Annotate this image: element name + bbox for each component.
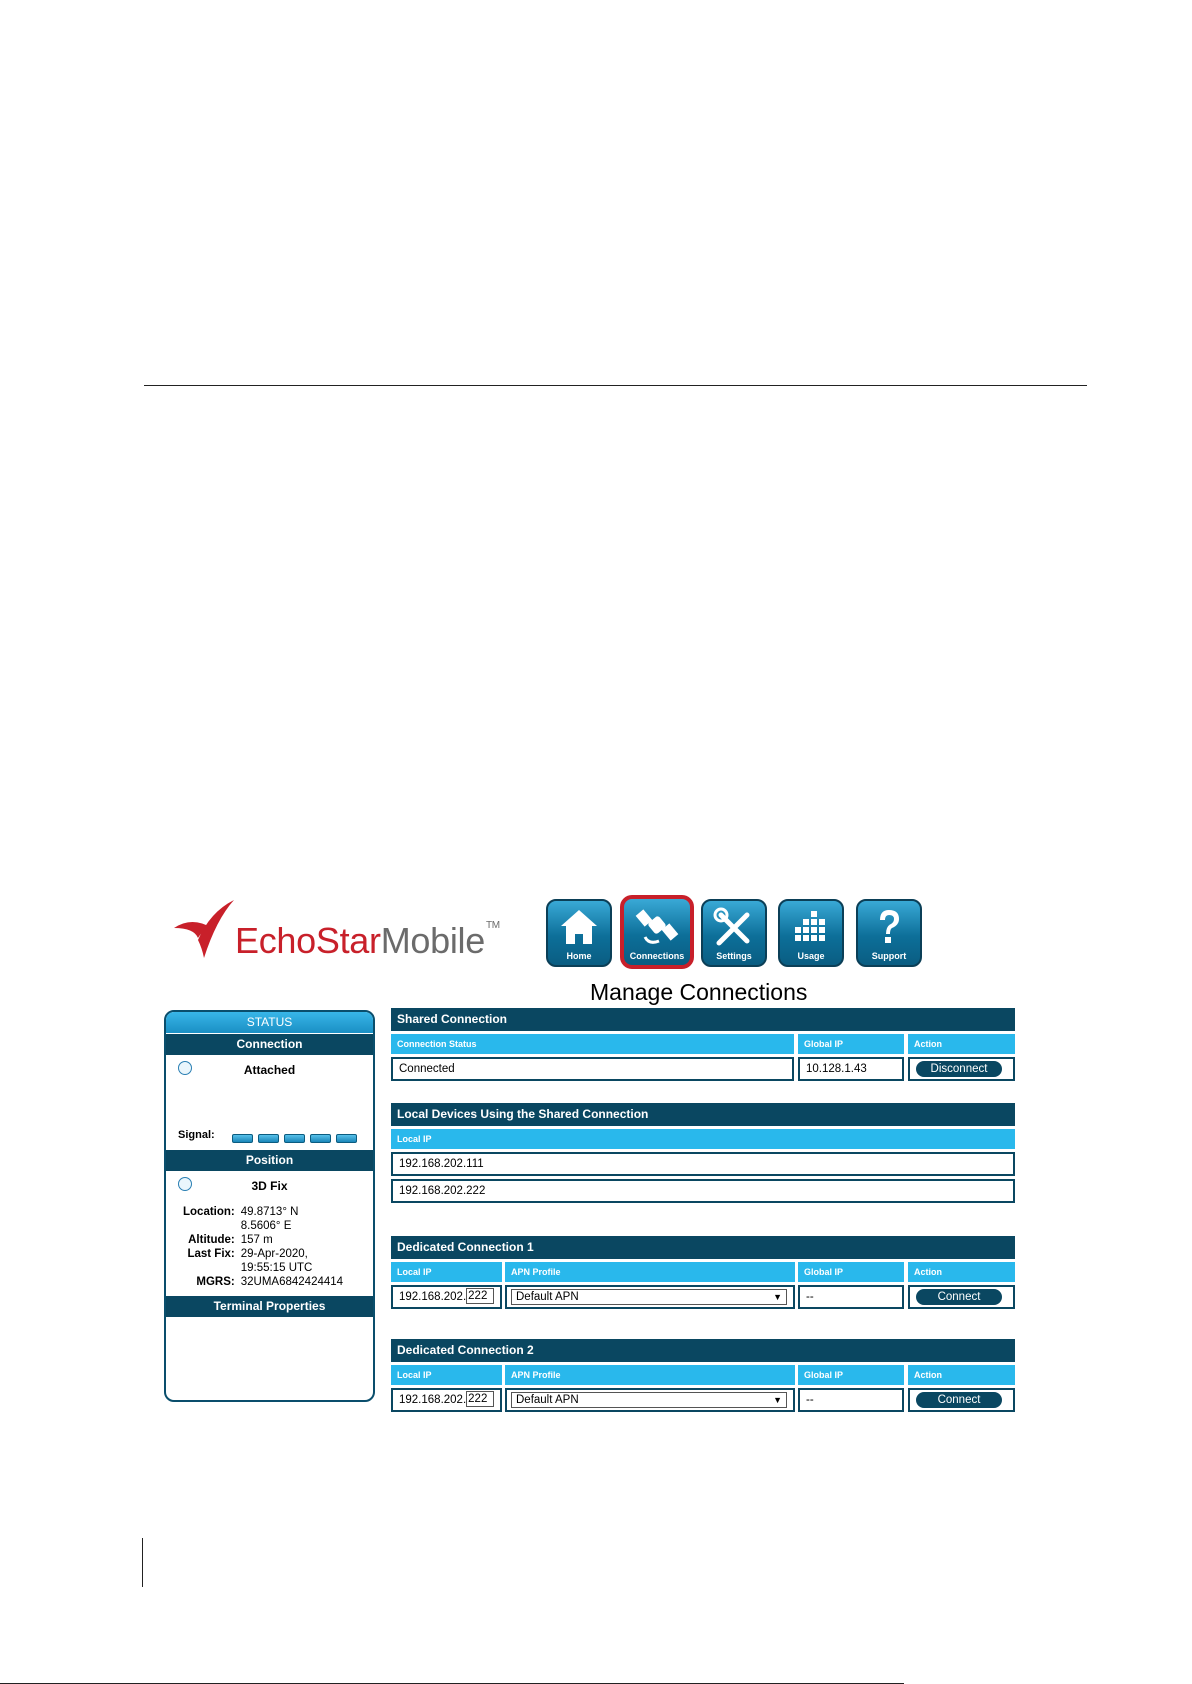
dedicated1-apn-value: Default APN <box>516 1291 579 1303</box>
shared-status-header: Connection Status <box>391 1034 794 1054</box>
signal-bar <box>310 1134 331 1143</box>
nav-usage-label: Usage <box>797 951 825 961</box>
shared-globalip-header: Global IP <box>798 1034 904 1054</box>
nav-support-button[interactable] <box>856 899 922 967</box>
dedicated2-ip-suffix-input[interactable]: 222 <box>466 1391 494 1407</box>
dedicated1-localip <box>391 1285 502 1309</box>
tools-icon <box>713 907 755 949</box>
dedicated1-globalip: -- <box>798 1285 904 1309</box>
logo-tm-text: TM <box>485 920 500 931</box>
dedicated-connection-1-table <box>391 1236 1015 1309</box>
lastfix-time: 19:55:15 UTC <box>240 1262 313 1274</box>
question-icon <box>869 907 909 949</box>
home-icon <box>559 907 599 947</box>
shared-connection-table <box>391 1008 1015 1081</box>
dedicated2-apn-select[interactable] <box>511 1392 787 1408</box>
dedicated2-apn-value: Default APN <box>516 1394 579 1406</box>
lastfix-label: Last Fix: <box>187 1248 235 1260</box>
nav-connections-label: Connections <box>629 951 685 961</box>
signal-bar <box>232 1134 253 1143</box>
shared-globalip-value: 10.128.1.43 <box>798 1057 904 1081</box>
local-device-row: 192.168.202.222 <box>391 1179 1015 1203</box>
location-label: Location: <box>183 1206 235 1218</box>
signal-bar <box>258 1134 279 1143</box>
margin-bar <box>142 1538 143 1587</box>
local-device-row: 192.168.202.111 <box>391 1152 1015 1176</box>
connection-heading: Connection <box>166 1033 373 1055</box>
page-title: Manage Connections <box>590 979 808 1005</box>
dedicated2-apn-header: APN Profile <box>505 1365 795 1385</box>
nav-support-label: Support <box>871 951 907 961</box>
usage-icon <box>791 907 831 947</box>
altitude-label: Altitude: <box>188 1234 235 1246</box>
dedicated2-action-header: Action <box>908 1365 1015 1385</box>
disconnect-button[interactable]: Disconnect <box>916 1061 1002 1077</box>
position-fix: 3D Fix <box>251 1179 288 1193</box>
dedicated1-action-header: Action <box>908 1262 1015 1282</box>
signal-bars <box>232 1130 362 1148</box>
altitude-value: 157 m <box>240 1234 273 1246</box>
dedicated2-localip-header: Local IP <box>391 1365 502 1385</box>
nav-settings-label: Settings <box>716 951 752 961</box>
echostar-logo <box>172 898 532 968</box>
dedicated1-apn-select[interactable] <box>511 1289 787 1305</box>
position-details <box>180 1205 346 1289</box>
local-devices-table <box>391 1103 1015 1203</box>
nav-usage-button[interactable] <box>778 899 844 967</box>
shared-status-value: Connected <box>391 1057 794 1081</box>
signal-bar <box>284 1134 305 1143</box>
position-heading: Position <box>166 1149 373 1171</box>
nav-settings-button[interactable] <box>701 899 767 967</box>
connection-state: Attached <box>243 1063 296 1077</box>
dedicated1-apn-header: APN Profile <box>505 1262 795 1282</box>
location-lon: 8.5606° E <box>240 1220 292 1232</box>
mgrs-label: MGRS: <box>196 1276 235 1288</box>
shared-action-header: Action <box>908 1034 1015 1054</box>
terminal-heading: Terminal Properties <box>166 1295 373 1317</box>
dedicated1-globalip-header: Global IP <box>798 1262 904 1282</box>
status-panel <box>164 1010 375 1402</box>
dedicated-connection-2-table <box>391 1339 1015 1412</box>
dedicated1-ip-suffix-input[interactable]: 222 <box>466 1288 494 1304</box>
dropdown-arrow-icon: ▼ <box>773 1395 782 1405</box>
nav-home-button[interactable] <box>546 899 612 967</box>
dedicated1-connect-button[interactable]: Connect <box>916 1289 1002 1305</box>
nav-connections-button[interactable] <box>620 895 694 969</box>
dedicated2-connect-button[interactable]: Connect <box>916 1392 1002 1408</box>
swoosh-icon <box>172 898 234 960</box>
dropdown-arrow-icon: ▼ <box>773 1292 782 1302</box>
dedicated1-ip-prefix: 192.168.202. <box>399 1291 467 1303</box>
status-title: STATUS <box>166 1012 373 1033</box>
satellite-icon <box>635 905 679 947</box>
location-lat: 49.8713° N <box>240 1206 299 1218</box>
local-devices-title: Local Devices Using the Shared Connection <box>391 1103 1015 1126</box>
dedicated2-localip <box>391 1388 502 1412</box>
signal-bar <box>336 1134 357 1143</box>
dedicated2-ip-prefix: 192.168.202. <box>399 1394 467 1406</box>
dedicated2-globalip: -- <box>798 1388 904 1412</box>
dedicated1-title: Dedicated Connection 1 <box>391 1236 1015 1259</box>
dedicated2-title: Dedicated Connection 2 <box>391 1339 1015 1362</box>
dedicated2-globalip-header: Global IP <box>798 1365 904 1385</box>
logo-mobile-text: Mobile <box>380 920 485 961</box>
dedicated1-localip-header: Local IP <box>391 1262 502 1282</box>
top-divider <box>144 385 1087 386</box>
shared-title: Shared Connection <box>391 1008 1015 1031</box>
lastfix-date: 29-Apr-2020, <box>240 1248 308 1260</box>
logo-echo-text: EchoStar <box>235 920 381 961</box>
signal-label: Signal: <box>178 1129 215 1141</box>
mgrs-value: 32UMA6842424414 <box>240 1276 344 1288</box>
local-ip-header: Local IP <box>391 1129 1015 1149</box>
nav-home-label: Home <box>566 951 592 961</box>
